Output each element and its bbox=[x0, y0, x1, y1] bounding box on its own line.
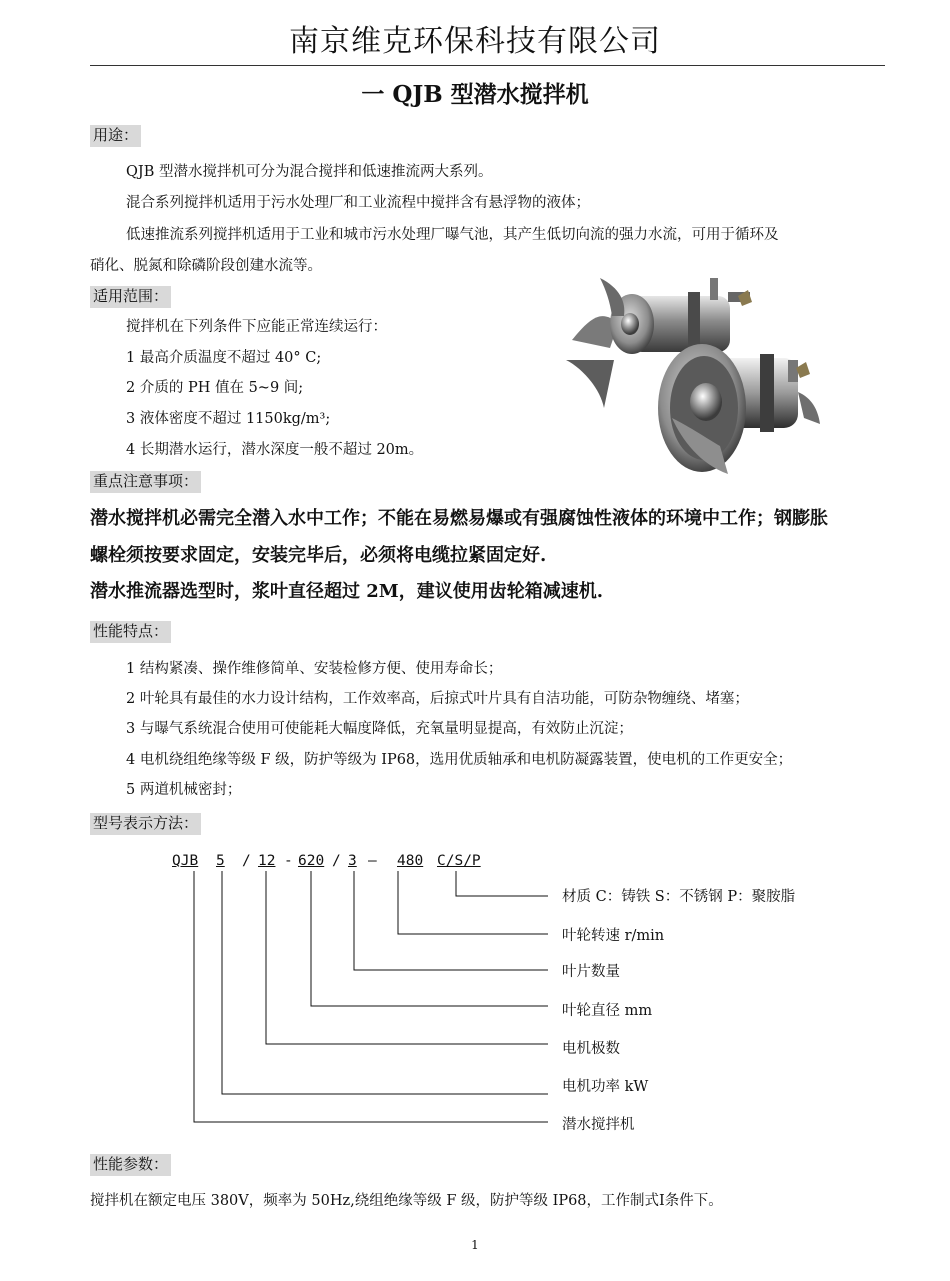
code-slash: / bbox=[332, 853, 341, 869]
scope-item: 1 最高介质温度不超过 40° C; bbox=[126, 350, 322, 366]
scope-item: 2 介质的 PH 值在 5~9 间; bbox=[126, 380, 304, 396]
usage-line-1: QJB 型潜水搅拌机可分为混合搅拌和低速推流两大系列。 bbox=[126, 164, 493, 180]
notice-line-3: 潜水推流器选型时，浆叶直径超过 2M，建议使用齿轮箱减速机. bbox=[90, 581, 603, 602]
notice-heading: 重点注意事项： bbox=[90, 471, 201, 493]
scope-heading: 适用范围： bbox=[90, 286, 171, 308]
leader-poles bbox=[266, 871, 548, 1044]
usage-heading: 用途： bbox=[90, 125, 141, 147]
page-number: 1 bbox=[471, 1238, 479, 1252]
code-series: QJB bbox=[172, 853, 199, 869]
leader-power bbox=[222, 871, 548, 1094]
label-material: 材质 C：铸铁 S：不锈钢 P：聚胺脂 bbox=[562, 889, 796, 905]
model-heading: 型号表示方法： bbox=[90, 813, 201, 835]
params-text: 搅拌机在额定电压 380V，频率为 50Hz,绕组绝缘等级 F 级，防护等级 IP68，工作制式Ⅰ条件下。 bbox=[90, 1193, 723, 1209]
features-heading: 性能特点： bbox=[90, 621, 171, 643]
leader-blades bbox=[354, 871, 548, 970]
label-poles: 电机极数 bbox=[562, 1041, 620, 1057]
code-speed: 480 bbox=[397, 853, 424, 869]
label-diameter: 叶轮直径 mm bbox=[562, 1003, 653, 1019]
scope-item: 4 长期潜水运行，潜水深度一般不超过 20m。 bbox=[126, 442, 424, 458]
label-series: 潜水搅拌机 bbox=[562, 1117, 635, 1133]
code-slash: / bbox=[242, 853, 251, 869]
code-power: 5 bbox=[216, 853, 225, 869]
scope-item: 3 液体密度不超过 1150kg/m³; bbox=[126, 411, 331, 427]
code-diameter: 620 bbox=[298, 853, 325, 869]
scope-intro: 搅拌机在下列条件下应能正常连续运行： bbox=[126, 319, 387, 335]
usage-line-4: 硝化、脱氮和除磷阶段创建水流等。 bbox=[90, 258, 322, 274]
label-blades: 叶片数量 bbox=[562, 964, 620, 980]
label-speed: 叶轮转速 r/min bbox=[562, 928, 665, 944]
code-material: C/S/P bbox=[437, 853, 481, 869]
notice-line-1: 潜水搅拌机必需完全潜入水中工作；不能在易燃易爆或有强腐蚀性液体的环境中工作；钢膨胀 bbox=[90, 508, 828, 529]
feature-item: 2 叶轮具有最佳的水力设计结构，工作效率高，后掠式叶片具有自洁功能，可防杂物缠绕、堵塞； bbox=[126, 691, 749, 707]
leader-series bbox=[194, 871, 548, 1122]
code-poles: 12 bbox=[258, 853, 276, 869]
company-name: 南京维克环保科技有限公司 bbox=[289, 24, 661, 59]
leader-speed bbox=[398, 871, 548, 934]
leader-material bbox=[456, 871, 548, 896]
feature-item: 4 电机绕组绝缘等级 F 级，防护等级为 IP68，选用优质轴承和电机防凝露装置，使电机的工作更安全； bbox=[126, 752, 793, 768]
feature-item: 5 两道机械密封； bbox=[126, 782, 242, 798]
usage-line-3: 低速推流系列搅拌机适用于工业和城市污水处理厂曝气池，其产生低切向流的强力水流，可用于循环及 bbox=[126, 227, 779, 243]
code-dash: – bbox=[368, 853, 377, 869]
feature-item: 1 结构紧凑、操作维修简单、安装检修方便、使用寿命长； bbox=[126, 661, 503, 677]
usage-line-2: 混合系列搅拌机适用于污水处理厂和工业流程中搅拌含有悬浮物的液体； bbox=[126, 195, 590, 211]
notice-line-2: 螺栓须按要求固定，安装完毕后，必须将电缆拉紧固定好. bbox=[90, 545, 547, 566]
params-heading: 性能参数： bbox=[90, 1154, 171, 1176]
leader-diameter bbox=[311, 871, 548, 1006]
label-power: 电机功率 kW bbox=[562, 1079, 649, 1095]
code-dash: - bbox=[284, 853, 293, 869]
document-title: 一 QJB 型潜水搅拌机 bbox=[361, 81, 589, 108]
feature-item: 3 与曝气系统混合使用可使能耗大幅度降低，充氧量明显提高，有效防止沉淀； bbox=[126, 721, 633, 737]
code-blades: 3 bbox=[348, 853, 357, 869]
